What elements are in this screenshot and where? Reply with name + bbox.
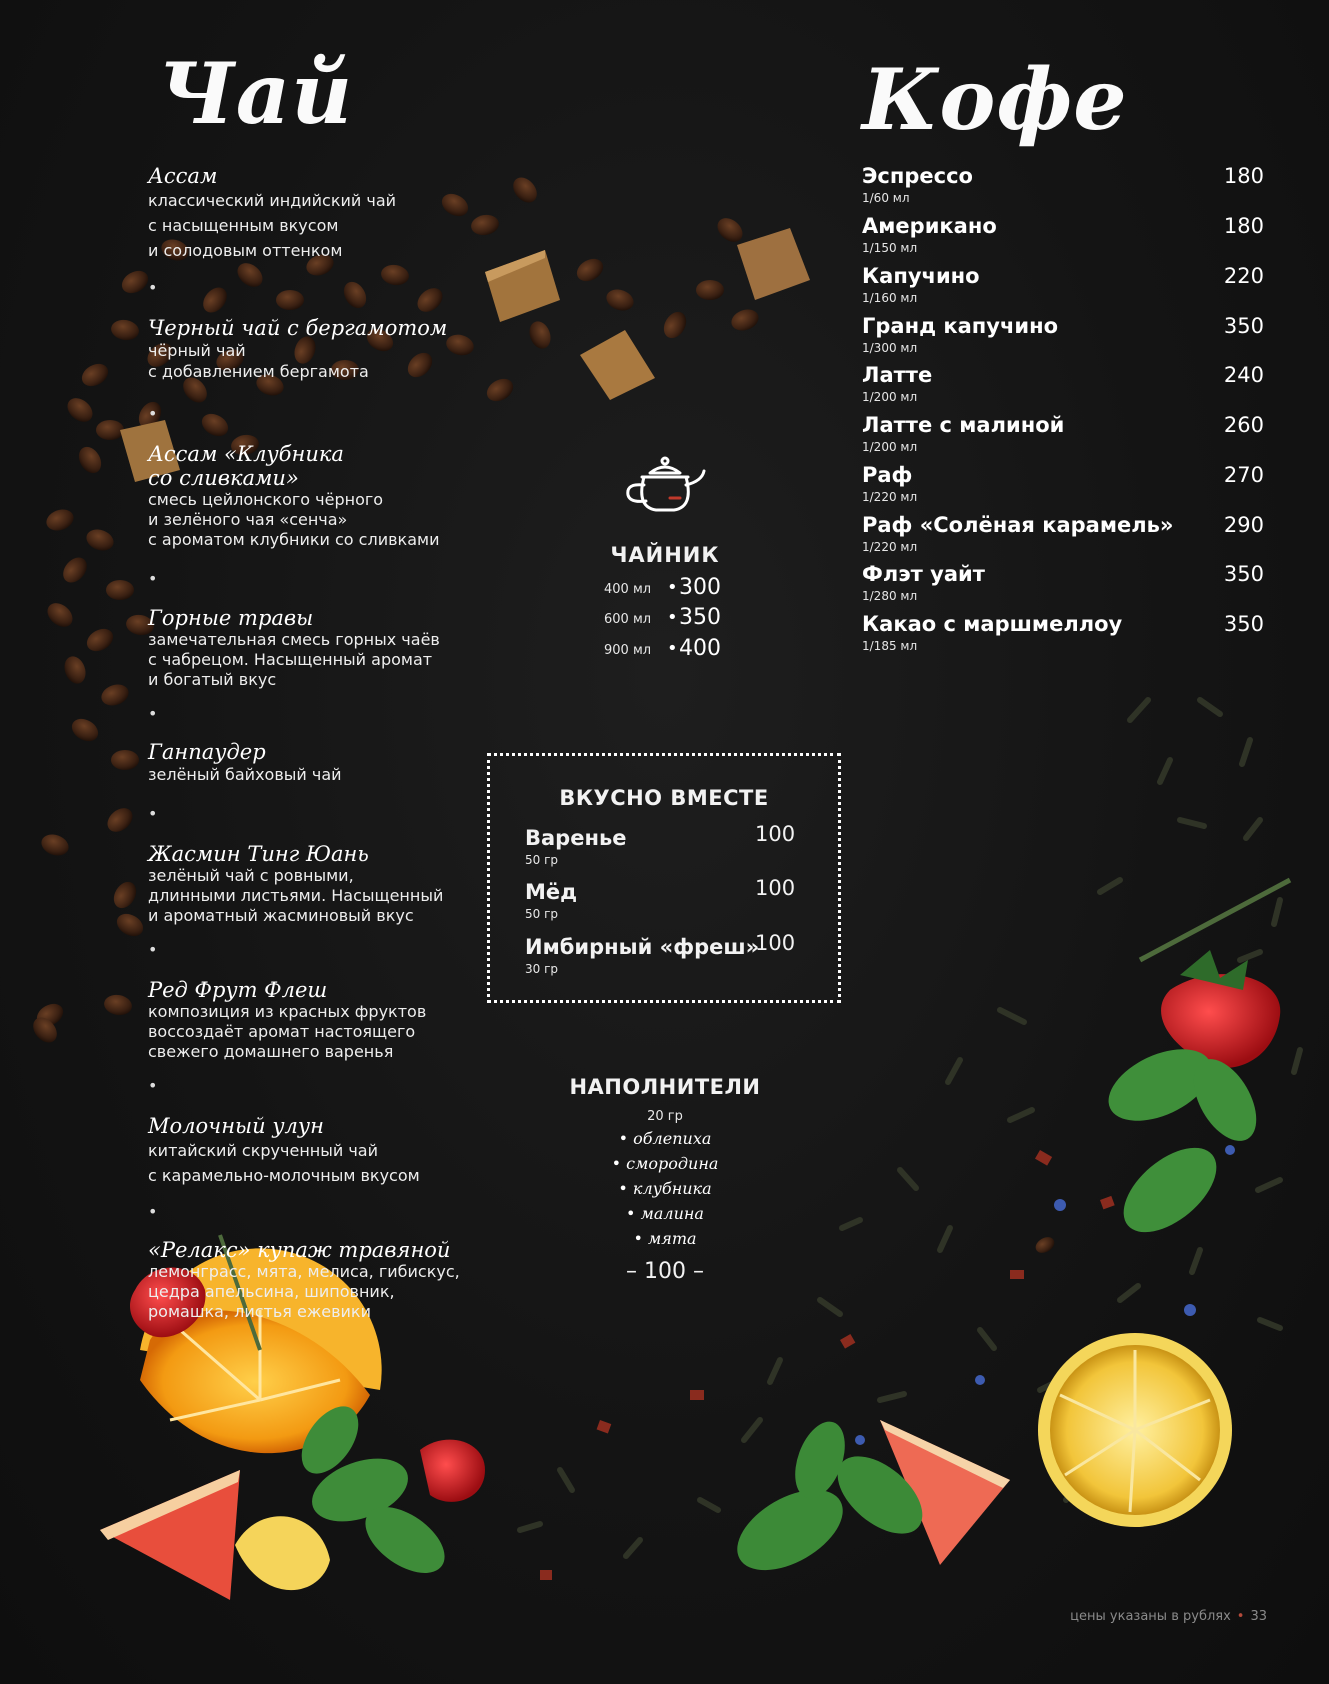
tea-description xyxy=(148,866,468,926)
tea-title: Чай xyxy=(158,44,354,143)
coffee-price: 350 xyxy=(1223,562,1264,586)
tea-item xyxy=(148,740,468,786)
coffee-price: 220 xyxy=(1223,264,1264,288)
tea-name: Ганпаудер xyxy=(148,740,266,764)
coffee-price: 180 xyxy=(1223,214,1264,238)
together-name: Имбирный «фреш» xyxy=(525,935,760,959)
coffee-volume: 1/150 мл xyxy=(862,241,918,255)
tea-description xyxy=(148,1138,468,1188)
separator-dot: • xyxy=(148,278,158,297)
tea-desc-line: китайский скрученный чай xyxy=(148,1141,379,1160)
teapot-price: 350 xyxy=(679,605,721,630)
tea-description xyxy=(148,630,468,690)
coffee-name: Раф xyxy=(862,463,913,487)
teapot-volume: 900 мл xyxy=(604,643,652,658)
coffee-item xyxy=(862,214,1264,260)
filler-item: • смородина xyxy=(611,1154,719,1173)
coffee-name: Какао с маршмеллоу xyxy=(862,612,1123,636)
coffee-name: Раф «Солёная карамель» xyxy=(862,513,1174,537)
separator-dot: • xyxy=(148,1202,158,1221)
together-title: ВКУСНО ВМЕСТЕ xyxy=(559,786,769,810)
tea-desc-line: цедра апельсина, шиповник, xyxy=(148,1282,395,1301)
tea-name: Черный чай с бергамотом xyxy=(148,316,448,340)
coffee-volume: 1/200 мл xyxy=(862,440,918,454)
page-number: 33 xyxy=(1250,1609,1267,1624)
coffee-item xyxy=(862,612,1264,658)
coffee-price: 350 xyxy=(1223,314,1264,338)
tea-item xyxy=(148,606,468,690)
tea-name-continued: со сливками» xyxy=(148,466,299,490)
coffee-volume: 1/60 мл xyxy=(862,191,910,205)
tea-desc-line: воссоздаёт аромат настоящего xyxy=(148,1022,416,1041)
coffee-volume: 1/200 мл xyxy=(862,390,918,404)
tea-desc-line: смесь цейлонского чёрного xyxy=(148,490,384,509)
coffee-title: Кофе xyxy=(862,50,1128,149)
coffee-name: Латте с малиной xyxy=(862,413,1065,437)
fillers-title: НАПОЛНИТЕЛИ xyxy=(569,1075,761,1099)
coffee-item xyxy=(862,463,1264,509)
tea-description xyxy=(148,490,468,550)
tea-desc-line: длинными листьями. Насыщенный xyxy=(148,886,444,905)
tea-desc-line: с ароматом клубники со сливками xyxy=(148,530,440,549)
separator-dot: • xyxy=(148,704,158,723)
tea-description xyxy=(148,188,468,263)
tea-desc-line: классический индийский чай xyxy=(148,191,397,210)
tea-description xyxy=(148,1002,468,1062)
tea-name: Ассам xyxy=(148,164,218,188)
tea-name: Горные травы xyxy=(148,606,314,630)
tea-name: Молочный улун xyxy=(148,1114,324,1138)
together-name: Варенье xyxy=(525,826,627,850)
coffee-name: Капучино xyxy=(862,264,980,288)
tea-desc-line: и зелёного чая «сенча» xyxy=(148,510,348,529)
teapot-volume: 600 мл xyxy=(604,612,652,627)
tea-desc-line: ромашка, листья ежевики xyxy=(148,1302,371,1321)
tea-name: Ассам «Клубника xyxy=(148,442,344,466)
coffee-item xyxy=(862,513,1264,559)
coffee-volume: 1/220 мл xyxy=(862,540,918,554)
coffee-item xyxy=(862,413,1264,459)
tea-name: Жасмин Тинг Юань xyxy=(148,842,369,866)
coffee-price: 240 xyxy=(1223,363,1264,387)
lemon-wedge-left xyxy=(235,1516,330,1590)
coffee-price: 290 xyxy=(1223,513,1264,537)
coffee-item xyxy=(862,164,1264,210)
tea-item xyxy=(148,1238,468,1322)
together-item xyxy=(525,822,815,867)
teapot-icon xyxy=(620,455,710,517)
fillers-list xyxy=(540,1126,790,1251)
teapot-size-row xyxy=(580,605,750,635)
tea-description xyxy=(148,1262,468,1322)
teapot-size-row xyxy=(580,575,750,605)
tea-desc-line: зелёный байховый чай xyxy=(148,765,342,784)
filler-item: • мята xyxy=(633,1229,697,1248)
fillers-price: – 100 – xyxy=(626,1259,704,1284)
tea-desc-line: чёрный чай xyxy=(148,341,246,360)
tea-desc-line: лемонграсс, мята, мелиса, гибискус, xyxy=(148,1262,460,1281)
tea-name: «Релакс» купаж травяной xyxy=(148,1238,451,1262)
separator-dot: • xyxy=(667,638,678,659)
footer-note: цены указаны в рублях xyxy=(1070,1609,1231,1624)
coffee-price: 180 xyxy=(1223,164,1264,188)
tea-item xyxy=(148,842,468,926)
tea-item xyxy=(148,316,468,382)
together-weight: 50 гр xyxy=(525,907,559,921)
coffee-price: 260 xyxy=(1223,413,1264,437)
tea-desc-line: композиция из красных фруктов xyxy=(148,1002,427,1021)
together-weight: 50 гр xyxy=(525,853,559,867)
together-price: 100 xyxy=(755,931,796,955)
coffee-volume: 1/185 мл xyxy=(862,639,918,653)
coffee-volume: 1/220 мл xyxy=(862,490,918,504)
together-box xyxy=(487,753,841,1003)
tea-desc-line: зелёный чай с ровными, xyxy=(148,866,354,885)
coffee-name: Латте xyxy=(862,363,933,387)
lemon-slice-right xyxy=(1038,1333,1232,1527)
tea-item xyxy=(148,164,468,263)
coffee-price: 350 xyxy=(1223,612,1264,636)
tea-item xyxy=(148,1114,468,1188)
coffee-item xyxy=(862,363,1264,409)
coffee-price: 270 xyxy=(1223,463,1264,487)
teapot-price: 400 xyxy=(679,636,721,661)
together-price: 100 xyxy=(755,876,796,900)
rosemary-sprig xyxy=(1140,880,1290,960)
separator-dot: • xyxy=(148,804,158,823)
coffee-item xyxy=(862,264,1264,310)
together-item xyxy=(525,876,815,921)
filler-item: • клубника xyxy=(618,1179,712,1198)
coffee-volume: 1/160 мл xyxy=(862,291,918,305)
filler-item: • малина xyxy=(626,1204,704,1223)
tea-desc-line: с насыщенным вкусом xyxy=(148,216,339,235)
fillers-section xyxy=(540,1075,790,1284)
tea-desc-line: и ароматный жасминовый вкус xyxy=(148,906,414,925)
footer xyxy=(1070,1609,1267,1624)
teapot-price: 300 xyxy=(679,575,721,600)
coffee-volume: 1/300 мл xyxy=(862,341,918,355)
teapot-title: ЧАЙНИК xyxy=(610,543,720,567)
coffee-name: Гранд капучино xyxy=(862,314,1059,338)
together-item xyxy=(525,931,815,976)
tea-description xyxy=(148,764,468,786)
separator-dot: • xyxy=(667,607,678,628)
together-weight: 30 гр xyxy=(525,962,559,976)
coffee-name: Американо xyxy=(862,214,997,238)
tea-desc-line: и солодовым оттенком xyxy=(148,241,343,260)
grapefruit-wedge-left xyxy=(100,1470,240,1600)
tea-desc-line: и богатый вкус xyxy=(148,670,277,689)
tea-desc-line: с чабрецом. Насыщенный аромат xyxy=(148,650,433,669)
tea-desc-line: свежего домашнего варенья xyxy=(148,1042,394,1061)
teapot-volume: 400 мл xyxy=(604,582,652,597)
separator-dot: • xyxy=(148,569,158,588)
tea-item xyxy=(148,978,468,1062)
tea-desc-line: замечательная смесь горных чаёв xyxy=(148,630,440,649)
coffee-name: Эспрессо xyxy=(862,164,973,188)
coffee-item xyxy=(862,314,1264,360)
coffee-volume: 1/280 мл xyxy=(862,589,918,603)
tea-desc-line: с добавлением бергамота xyxy=(148,362,369,381)
tea-name: Ред Фрут Флеш xyxy=(148,978,328,1002)
footer-dot: • xyxy=(1236,1609,1245,1624)
coffee-name: Флэт уайт xyxy=(862,562,985,586)
coffee-item xyxy=(862,562,1264,608)
tea-desc-line: с карамельно-молочным вкусом xyxy=(148,1166,420,1185)
fillers-weight: 20 гр xyxy=(647,1109,683,1124)
separator-dot: • xyxy=(148,404,158,423)
separator-dot: • xyxy=(667,577,678,598)
mint-leaves-right xyxy=(1097,1035,1269,1249)
tea-description xyxy=(148,340,468,382)
teapot-size-row xyxy=(580,636,750,666)
separator-dot: • xyxy=(148,940,158,959)
tea-item xyxy=(148,442,468,550)
filler-item: • облепиха xyxy=(618,1129,712,1148)
separator-dot: • xyxy=(148,1076,158,1095)
together-name: Мёд xyxy=(525,880,578,904)
together-price: 100 xyxy=(755,822,796,846)
